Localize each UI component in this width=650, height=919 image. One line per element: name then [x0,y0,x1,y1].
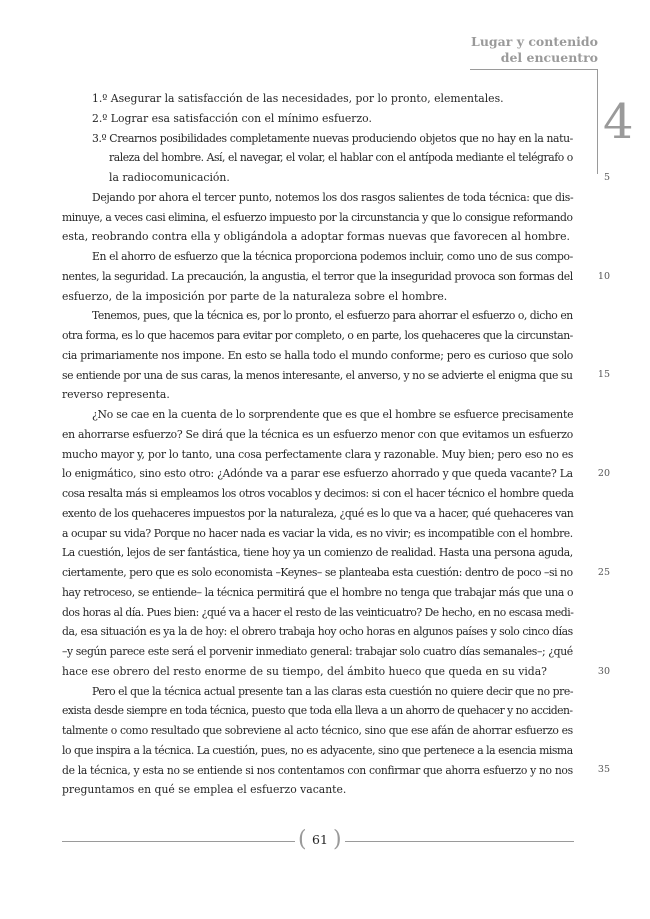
footer-paren-right: ) [333,827,342,852]
text-line: cosa resalta más si empleamos los otros vocablos y decimos: si con el hacer técnico el hombre queda [62,487,574,500]
text-line: de la técnica, y esta no se entiende si nos contentamos con confirmar que ahorra esfuerzo y no nos [62,763,573,777]
text-line: hay retroceso, se entiende– la técnica permitirá que el hombre no tenga que trabajar más que una o [62,585,574,599]
text-line: –y según parece este será el porvenir inmediato general: trabajar solo cuatro días semanales–; ¿qué [62,645,573,658]
text-line: talmente o como resultado que sobreviene al acto técnico, sino que ese afán de ahorrar esfuerzo es [62,724,573,737]
text-line: 1.º Asegurar la satisfacción de las necesidades, por lo pronto, elementales. [92,92,504,105]
text-line: cia primariamente nos impone. En esto se halla todo el mundo conforme; pero es curioso que solo [62,348,573,362]
text-line: Tenemos, pues, que la técnica es, por lo pronto, el esfuerzo para ahorrar el esfuerzo o, dicho en [92,309,573,323]
line-number: 5 [603,171,610,183]
line-number: 25 [597,566,610,578]
text-line: lo enigmático, sino esto otro: ¿Adónde va a parar ese esfuerzo ahorrado y que queda vacante? La [62,467,573,481]
text-line: en ahorrarse esfuerzo? Se dirá que la técnica es un esfuerzo menor con que evitamos un esfuerzo [62,427,573,441]
text-line: Dejando por ahora el tercer punto, notemos los dos rasgos salientes de toda técnica: que dis- [92,190,574,204]
text-line: minuye, a veces casi elimina, el esfuerzo impuesto por la circunstancia y que lo consigue reformando [62,210,573,224]
text-line: ¿No se cae en la cuenta de lo sorprendente que es que el hombre se esfuerce precisamente [92,408,574,421]
text-line: esta, reobrando contra ella y obligándola a adoptar formas nuevas que favorecen al hombre. [62,230,570,244]
text-line: mucho mayor y, por lo tanto, una cosa perfectamente clara y razonable. Muy bien; pero eso no es [62,447,574,461]
text-line: nentes, la seguridad. La precaución, la angustia, el terror que la inseguridad provoca son formas del [62,269,573,283]
footer-rule-left [62,841,295,842]
text-line: reverso representa. [62,388,170,402]
text-line: a ocupar su vida? Porque no hacer nada es vaciar la vida, es no vivir; es incompatible con el hombre. [62,526,573,540]
body-text [62,89,574,800]
line-number: 10 [597,270,610,282]
chapter-number: 4 [603,94,634,150]
text-line: dos horas al día. Pues bien: ¿qué va a hacer el resto de las veinticuatro? De hecho, en no escasa medi- [62,605,574,619]
text-line: lo que inspira a la técnica. La cuestión, pues, no es adyacente, sino que pertenece a la esencia misma [62,743,573,757]
text-line: la radiocomunicación. [109,171,230,184]
line-number: 35 [597,764,610,776]
text-line: Pero el que la técnica actual presente tan a las claras esta cuestión no quiere decir que no pre- [92,684,574,698]
text-line: esfuerzo, de la imposición por parte de la naturaleza sobre el hombre. [62,289,448,303]
text-line: 2.º Lograr esa satisfacción con el mínimo esfuerzo. [92,111,372,125]
text-line: raleza del hombre. Así, el navegar, el volar, el hablar con el antípoda mediante el telégrafo o [109,151,573,165]
text-line: exista desde siempre en toda técnica, puesto que toda ella lleva a un ahorro de quehacer y no acciden- [62,704,573,718]
line-number: 30 [597,665,610,677]
text-line: se entiende por una de sus caras, la menos interesante, el anverso, y no se advierte el enigma que su [62,368,573,382]
footer-rule-right [345,841,574,842]
header-rule-vertical [597,69,598,174]
text-line: ciertamente, pero que es solo economista –Keynes– se planteaba esta cuestión: dentro de poco –si no [62,566,573,579]
header-rule-horizontal [470,69,598,70]
line-number: 15 [597,369,610,381]
text-line: preguntamos en qué se emplea el esfuerzo vacante. [62,783,347,797]
line-number: 20 [597,468,610,479]
text-line: da, esa situación es ya la de hoy: el obrero trabaja hoy ocho horas en algunos países y solo cinco días [62,625,573,639]
text-line: hace ese obrero del resto enorme de su tiempo, del ámbito hueco que queda en su vida? [62,664,547,678]
text-line: La cuestión, lejos de ser fantástica, tiene hoy ya un comienzo de realidad. Hasta una persona aguda, [62,546,573,560]
running-header [471,34,598,66]
text-line: otra forma, es lo que hacemos para evitar por completo, o en parte, los quehaceres que la circunstan- [62,329,573,342]
page-number: 61 [312,832,328,847]
running-header-line-1: Lugar y contenido [471,34,598,49]
footer-paren-left: ( [298,827,307,852]
text-line: exento de los quehaceres impuestos por la naturaleza, ¿qué es lo que va a hacer, qué quehaceres van [62,506,574,520]
running-header-line-2: del encuentro [500,50,598,65]
text-line: En el ahorro de esfuerzo que la técnica proporciona podemos incluir, como uno de sus compo- [92,250,573,263]
text-line: 3.º Crearnos posibilidades completamente nuevas produciendo objetos que no hay en la natu- [92,131,573,145]
